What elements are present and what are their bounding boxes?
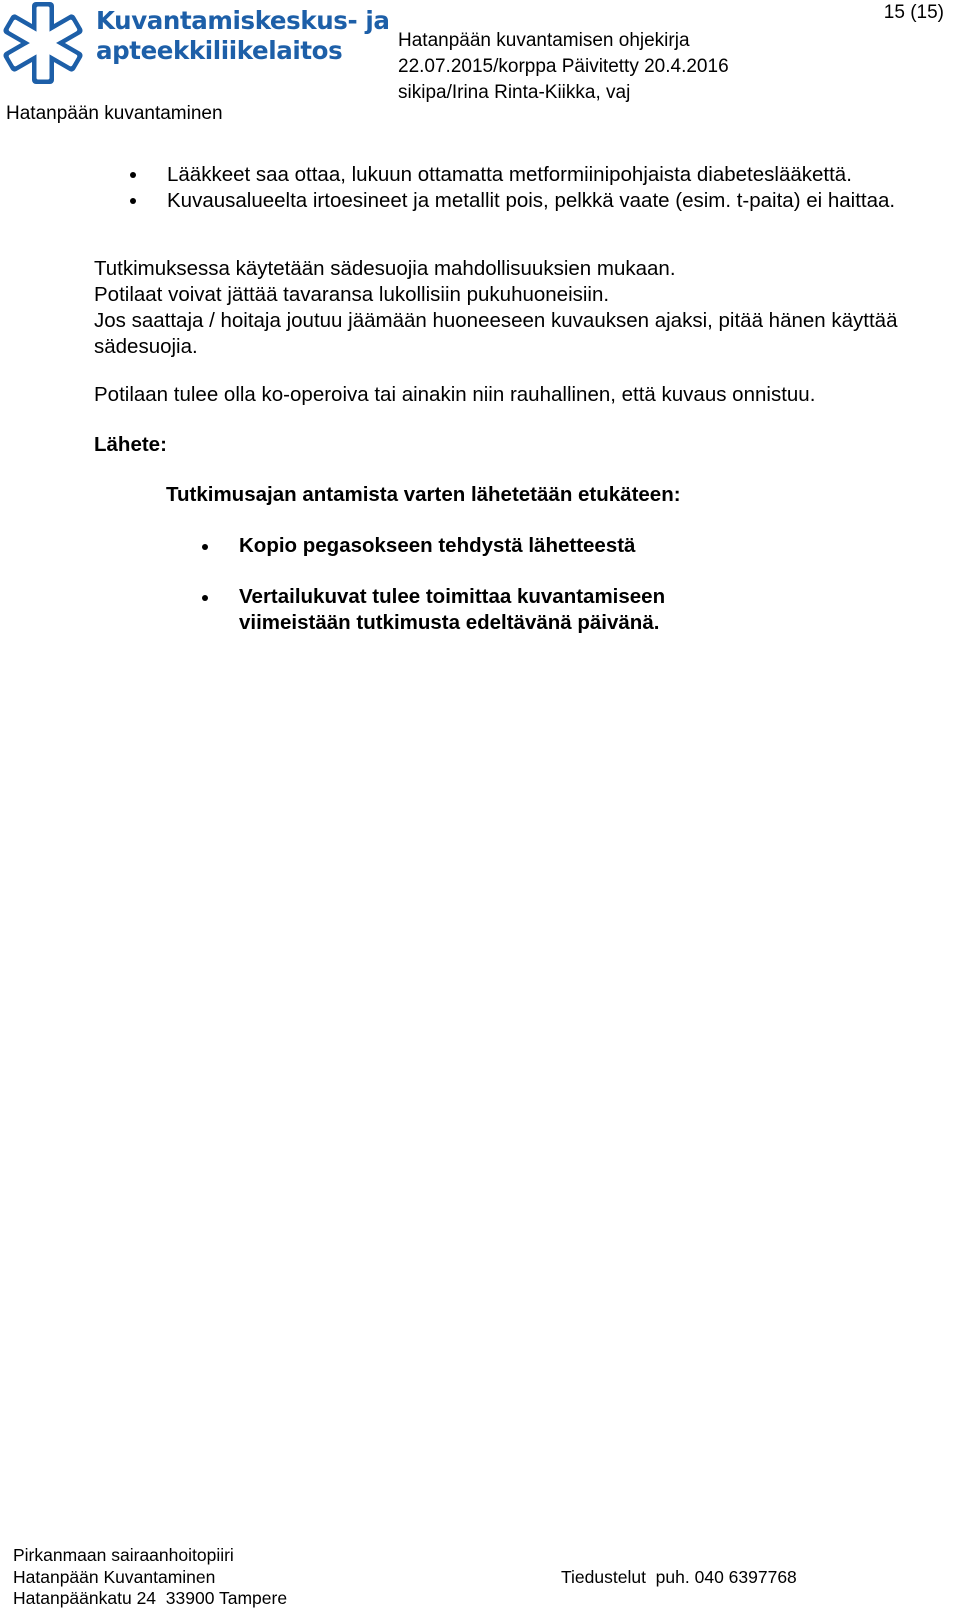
- bullet-icon: [202, 544, 208, 550]
- paragraph-line: Potilaat voivat jättää tavaransa lukollisiin pukuhuoneisiin.: [94, 283, 610, 306]
- paragraph-line: Jos saattaja / hoitaja joutuu jäämään huoneeseen kuvauksen ajaksi, pitää hänen käyttää sädesuojia.: [94, 309, 898, 358]
- radiation-protection-paragraph: [94, 256, 924, 360]
- unit-name: Hatanpään kuvantaminen: [6, 103, 223, 124]
- bullet-icon: [130, 172, 136, 178]
- star-of-life-icon: [0, 0, 86, 86]
- document-info: [398, 28, 729, 106]
- list-item: [239, 584, 709, 636]
- page-number: 15 (15): [883, 2, 944, 23]
- referral-list: [239, 533, 939, 559]
- cooperation-paragraph: Potilaan tulee olla ko-operoiva tai ainakin niin rauhallinen, että kuvaus onnistuu.: [94, 383, 816, 406]
- list-item: [167, 162, 907, 188]
- list-item: [239, 533, 939, 559]
- list-item-text: Kuvausalueelta irtoesineet ja metallit pois, pelkkä vaate (esim. t-paita) ei haittaa.: [167, 189, 896, 212]
- list-item-text: Lääkkeet saa ottaa, lukuun ottamatta metformiinipohjaista diabeteslääkettä.: [167, 163, 852, 186]
- logo-line-2: apteekkiliikelaitos: [96, 36, 343, 65]
- list-item: [167, 188, 907, 214]
- logo-wordmark: [96, 6, 389, 66]
- footer-contact: Tiedustelut puh. 040 6397768: [561, 1567, 797, 1587]
- footer-org: Pirkanmaan sairaanhoitopiiri: [13, 1545, 234, 1565]
- document-dates: 22.07.2015/korppa Päivitetty 20.4.2016: [398, 56, 729, 77]
- document-authors: sikipa/Irina Rinta-Kiikka, vaj: [398, 82, 631, 103]
- referral-heading: Lähete:: [94, 433, 167, 456]
- logo-line-1: Kuvantamiskeskus- ja: [96, 6, 390, 35]
- referral-list: [239, 584, 709, 636]
- referral-subheading: Tutkimusajan antamista varten lähetetään etukäteen:: [166, 483, 681, 506]
- instruction-list: [167, 162, 907, 214]
- bullet-icon: [202, 595, 208, 601]
- list-item-text: Kopio pegasokseen tehdystä lähetteestä: [239, 534, 636, 557]
- document-title: Hatanpään kuvantamisen ohjekirja: [398, 30, 690, 51]
- footer-unit: Hatanpään Kuvantaminen: [13, 1566, 216, 1587]
- paragraph-line: Tutkimuksessa käytetään sädesuojia mahdollisuuksien mukaan.: [94, 257, 676, 280]
- footer-address: Hatanpäänkatu 24 33900 Tampere: [13, 1588, 288, 1608]
- list-item-text: Vertailukuvat tulee toimittaa kuvantamiseen viimeistään tutkimusta edeltävänä päivänä.: [239, 585, 666, 634]
- bullet-icon: [130, 198, 136, 204]
- footer-address-block: [13, 1545, 287, 1610]
